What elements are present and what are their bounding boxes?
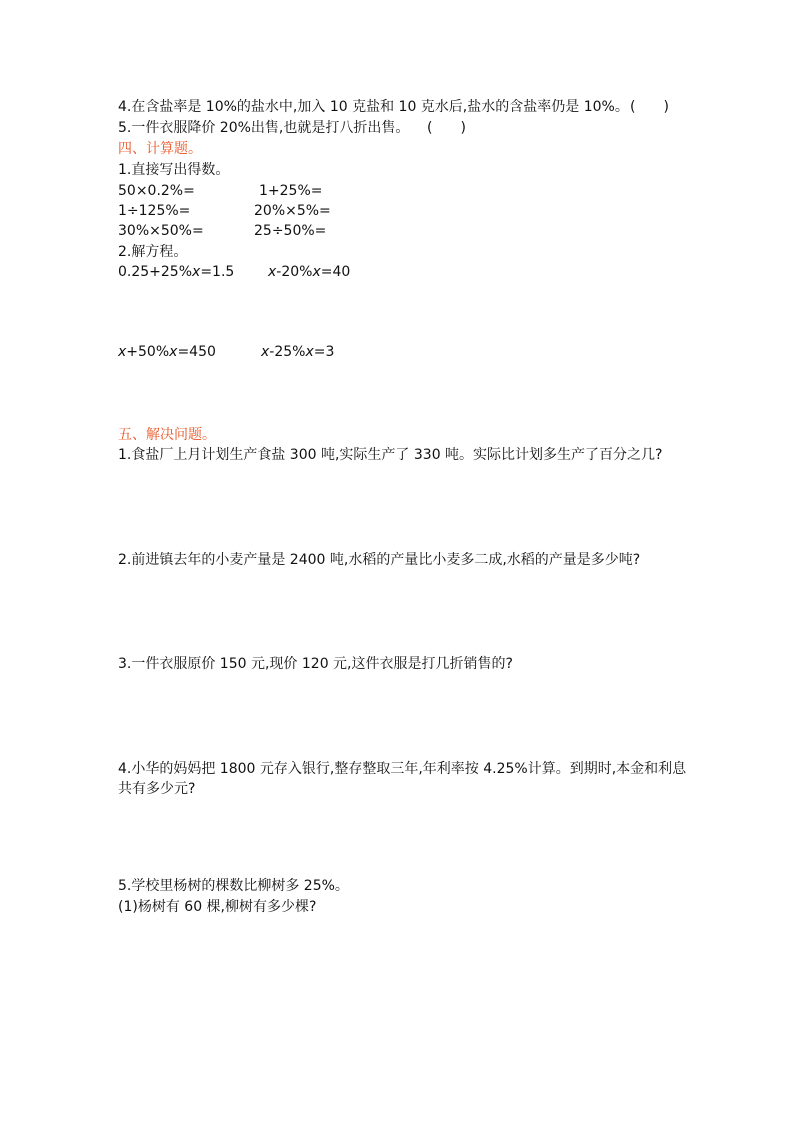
equation-part: =1.5 [200,264,235,280]
problem-3: 3.一件衣服原价 150 元,现价 120 元,这件衣服是打几折销售的? [118,656,513,672]
variable: x [305,344,314,360]
question-text: 5.一件衣服降价 20%出售,也就是打八折出售。 [118,120,410,136]
variable: x [192,264,201,280]
answer-paren: ( ) [427,120,466,136]
variable: x [261,344,270,360]
answer-paren: ( ) [630,99,669,115]
oral-calc-item: 1÷125%= [118,203,191,219]
problem-4-line-2: 共有多少元? [118,781,196,797]
problem-1: 1.食盐厂上月计划生产食盐 300 吨,实际生产了 330 吨。实际比计划多生产了百分之几? [118,447,663,463]
oral-calc-item: 25÷50%= [254,223,327,239]
judgement-question-4 [118,97,629,117]
judgement-question-5 [118,118,409,138]
problem-5: 5.学校里杨树的棵数比柳树多 25%。 [118,878,349,894]
oral-calc-item: 1+25%= [259,183,323,199]
equation-part: =3 [313,344,335,360]
variable: x [118,344,127,360]
equation-part: 0.25+25% [118,264,193,280]
equation-4 [261,342,334,362]
question-text: 4.在含盐率是 10%的盐水中,加入 10 克盐和 10 克水后,盐水的含盐率仍是 10%。 [118,99,629,115]
variable: x [312,264,321,280]
equation-part: =40 [320,264,351,280]
problem-4-line-1: 4.小华的妈妈把 1800 元存入银行,整存整取三年,年利率按 4.25%计算。到期时,本金和利息 [118,761,687,777]
equation-part: -25% [269,344,306,360]
equation-3 [118,342,216,362]
equation-part: -20% [276,264,313,280]
problem-5-sub-1: (1)杨树有 60 棵,柳树有多少棵? [118,899,317,915]
section-title: 五、解决问题。 [118,427,216,443]
equation-part: =450 [177,344,216,360]
equation-1 [118,262,234,282]
variable: x [268,264,277,280]
oral-calc-item: 30%×50%= [118,223,204,239]
equation-2 [268,262,350,282]
variable: x [169,344,178,360]
sub-question-title: 1.直接写出得数。 [118,162,230,178]
section-title: 四、计算题。 [118,141,202,157]
sub-question-title: 2.解方程。 [118,244,188,260]
equation-part: +50% [126,344,170,360]
oral-calc-item: 50×0.2%= [118,183,195,199]
problem-2: 2.前进镇去年的小麦产量是 2400 吨,水稻的产量比小麦多二成,水稻的产量是多少吨? [118,552,641,568]
oral-calc-item: 20%×5%= [254,203,331,219]
